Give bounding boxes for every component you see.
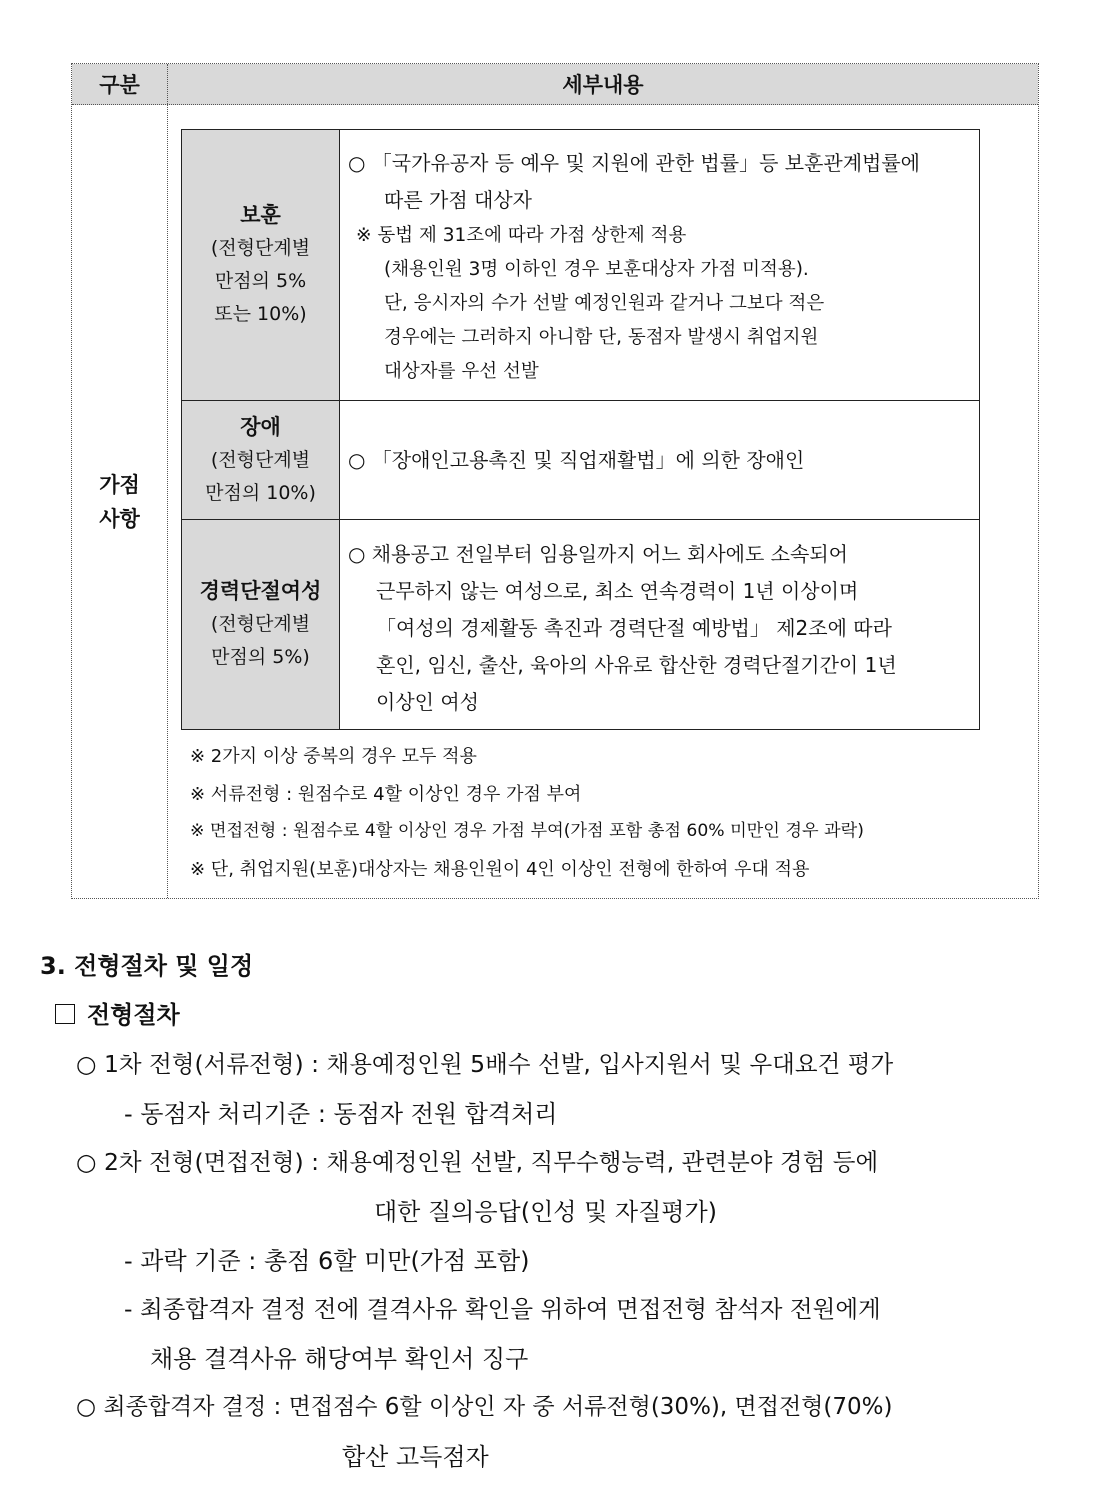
section-title: 3. 전형절차 및 일정 [40, 952, 254, 980]
bonus-row-disabled [182, 401, 979, 520]
checkbox-square-icon [55, 1004, 75, 1024]
note-line: ※ 면접전형 : 원점수로 4할 이상인 경우 가점 부여(가점 포함 총점 60% 미만인 경우 과락) [190, 821, 864, 841]
row-label [182, 520, 340, 729]
content-line: ○ 「장애인고용촉진 및 직업재활법」에 의한 장애인 [348, 447, 805, 472]
table-body [72, 105, 1038, 898]
procedure-line: 대한 질의응답(인성 및 자질평가) [374, 1198, 718, 1226]
note-line: ※ 단, 취업지원(보훈)대상자는 채용인원이 4인 이상인 전형에 한하여 우대 적용 [190, 858, 810, 880]
row-label [182, 130, 340, 400]
note-line: 대상자를 우선 선발 [384, 361, 539, 382]
side-label-line: 사항 [99, 506, 140, 531]
bonus-points-table [181, 129, 980, 730]
procedure-line: ○ 최종합격자 결정 : 면접점수 6할 이상인 자 중 서류전형(30%), 면접전형(70%) [76, 1394, 893, 1420]
row-sub: (전형단계별 [210, 237, 311, 259]
side-label-line: 가점 [99, 472, 140, 497]
note-line: (채용인원 3명 이하인 경우 보훈대상자 가점 미적용). [384, 259, 809, 280]
procedure-line: - 동점자 처리기준 : 동점자 전원 합격처리 [124, 1100, 558, 1128]
note-line: ※ 2가지 이상 중복의 경우 모두 적용 [190, 746, 477, 767]
note-line: 경우에는 그러하지 아니함 단, 동점자 발생시 취업지원 [384, 327, 819, 348]
row-sub: 만점의 5% [214, 270, 307, 292]
note-line: 단, 응시자의 수가 선발 예정인원과 같거나 그보다 적은 [384, 293, 825, 314]
note-line: ※ 서류전형 : 원점수로 4할 이상인 경우 가점 부여 [190, 783, 582, 805]
procedure-line: ○ 2차 전형(면접전형) : 채용예정인원 선발, 직무수행능력, 관련분야 경험 등에 [76, 1148, 879, 1176]
criteria-table [71, 63, 1039, 899]
row-title: 보훈 [240, 203, 281, 227]
content-line: ○ 「국가유공자 등 예우 및 지원에 관한 법률」등 보훈관계법률에 [348, 151, 920, 175]
row-content [340, 401, 979, 519]
procedure-line: - 과락 기준 : 총점 6할 미만(가점 포함) [124, 1247, 530, 1275]
row-title: 장애 [240, 414, 281, 439]
procedure-line: 채용 결격사유 해당여부 확인서 징구 [150, 1345, 529, 1373]
row-content [340, 520, 979, 729]
bonus-row-career-break-women [182, 520, 979, 729]
details-cell [168, 105, 1038, 898]
row-sub: 또는 10%) [214, 303, 307, 325]
table-notes [190, 738, 864, 888]
bonus-row-veterans [182, 130, 979, 401]
content-line: ○ 채용공고 전일부터 임용일까지 어느 회사에도 소속되어 [348, 542, 848, 566]
row-sub: 만점의 10%) [205, 481, 316, 504]
header-details: 세부내용 [562, 73, 644, 97]
procedure-line: - 최종합격자 결정 전에 결격사유 확인을 위하여 면접전형 참석자 전원에게 [124, 1295, 881, 1323]
procedure-line: ○ 1차 전형(서류전형) : 채용예정인원 5배수 선발, 입사지원서 및 우대요건 평가 [76, 1050, 894, 1078]
row-sub: 만점의 5%) [211, 646, 310, 668]
procedure-line: 합산 고득점자 [342, 1443, 489, 1471]
content-line: 근무하지 않는 여성으로, 최소 연속경력이 1년 이상이며 [376, 579, 859, 603]
row-label [182, 401, 340, 519]
note-line: ※ 동법 제 31조에 따라 가점 상한제 적용 [356, 225, 687, 246]
content-line: 「여성의 경제활동 촉진과 경력단절 예방법」 제2조에 따라 [376, 616, 892, 640]
table-header [72, 64, 1038, 105]
header-category: 구분 [72, 64, 168, 104]
row-title: 경력단절여성 [199, 579, 322, 603]
content-line: 혼인, 임신, 출산, 육아의 사유로 합산한 경력단절기간이 1년 [376, 653, 897, 677]
row-sub: (전형단계별 [210, 613, 311, 635]
subsection-title [55, 995, 180, 1030]
row-content [340, 130, 979, 400]
content-line: 이상인 여성 [376, 690, 479, 714]
content-line: 따른 가점 대상자 [384, 188, 532, 212]
side-label [72, 105, 168, 898]
row-sub: (전형단계별 [210, 448, 311, 471]
subsection-label: 전형절차 [87, 1001, 180, 1029]
